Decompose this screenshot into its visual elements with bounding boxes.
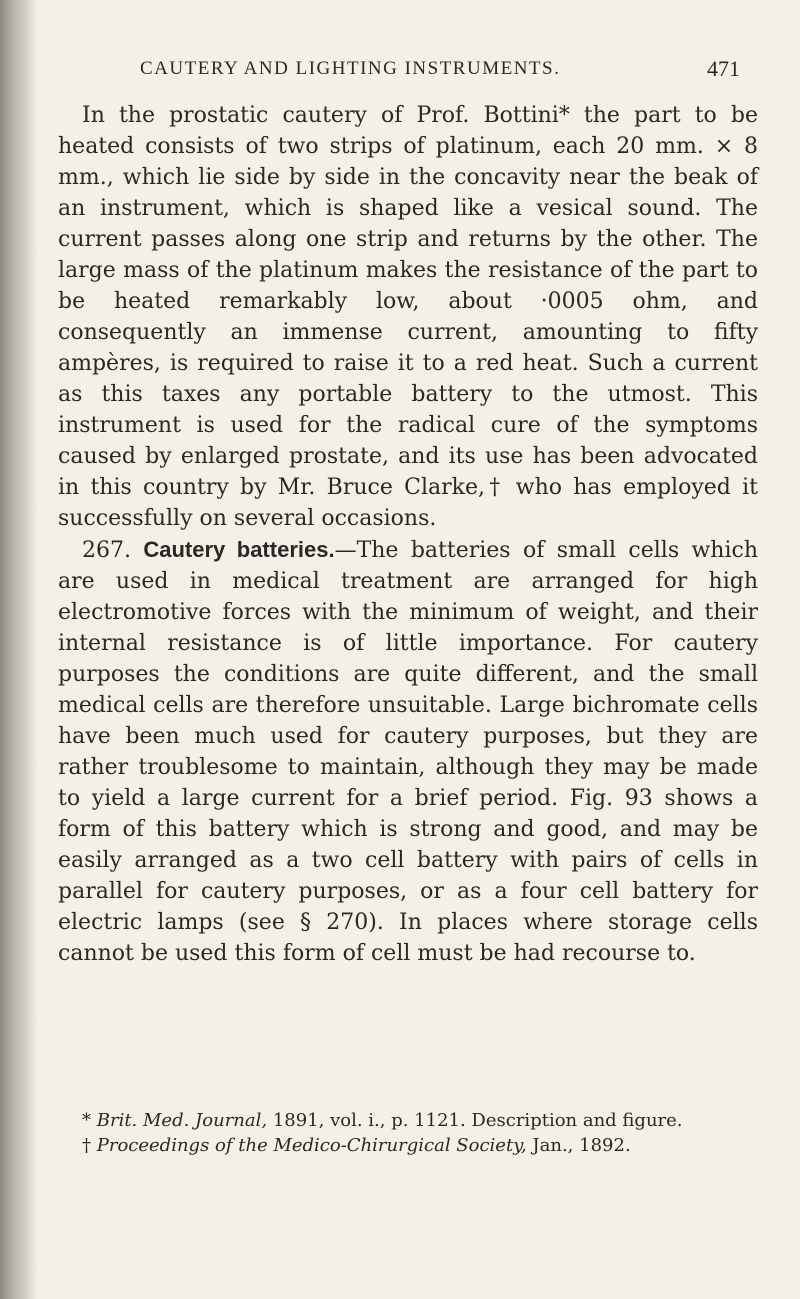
footnote-source: Proceedings of the Medico-Chirurgical Society,: [96, 1135, 527, 1156]
page-binding-shadow: [0, 0, 38, 1299]
footnote-detail: 1891, vol. i., p. 1121. Description and figure.: [267, 1110, 683, 1131]
section-text: —The batteries of small cells which are used in medical treatment are arranged for high electromotive forces with the minimum of weight, and their internal resistance is of little importance. For cautery purposes the conditions are quite different, and the small medical cells are therefore unsuitable. Large bichromate cells have been much used for cautery purposes, but they are rather troublesome to maintain, although they may be made to yield a large current for a brief period. Fig. 93 shows a form of this battery which is strong and good, and may be easily arranged as a two cell battery with pairs of cells in parallel for cautery purposes, or as a four cell battery for electric lamps (see § 270). In places where storage cells cannot be used this form of cell must be had recourse to.: [58, 538, 758, 966]
footnote-detail: Jan., 1892.: [526, 1135, 631, 1156]
running-header: [140, 58, 740, 80]
paragraph: In the prostatic cautery of Prof. Bottini* the part to be heated consists of two strips of platinum, each 20 mm. × 8 mm., which lie side by side in the concavity near the beak of an instrument, which is shaped like a vesical sound. The current passes along one strip and returns by the other. The large mass of the platinum makes the resistance of the part to be heated remarkably low, about ·0005 ohm, and consequently an immense current, amounting to fifty ampères, is required to raise it to a red heat. Such a current as this taxes any portable battery to the utmost. This instrument is used for the radical cure of the symptoms caused by enlarged prostate, and its use has been advocated in this country by Mr. Bruce Clarke,† who has employed it successfully on several occasions.: [58, 103, 758, 531]
page-number: 471: [707, 56, 740, 81]
footnote-mark: *: [82, 1110, 91, 1131]
section-267: [58, 534, 758, 969]
section-number: 267.: [82, 538, 131, 563]
footnote: [58, 1133, 758, 1158]
body-text: [58, 100, 758, 969]
footnote-mark: †: [82, 1135, 91, 1156]
footnotes: [58, 1108, 758, 1158]
footnote-source: Brit. Med. Journal,: [96, 1110, 268, 1131]
footnote: [58, 1108, 758, 1133]
section-heading: Cautery batteries.: [143, 537, 335, 562]
header-title: CAUTERY AND LIGHTING INSTRUMENTS.: [140, 58, 561, 79]
